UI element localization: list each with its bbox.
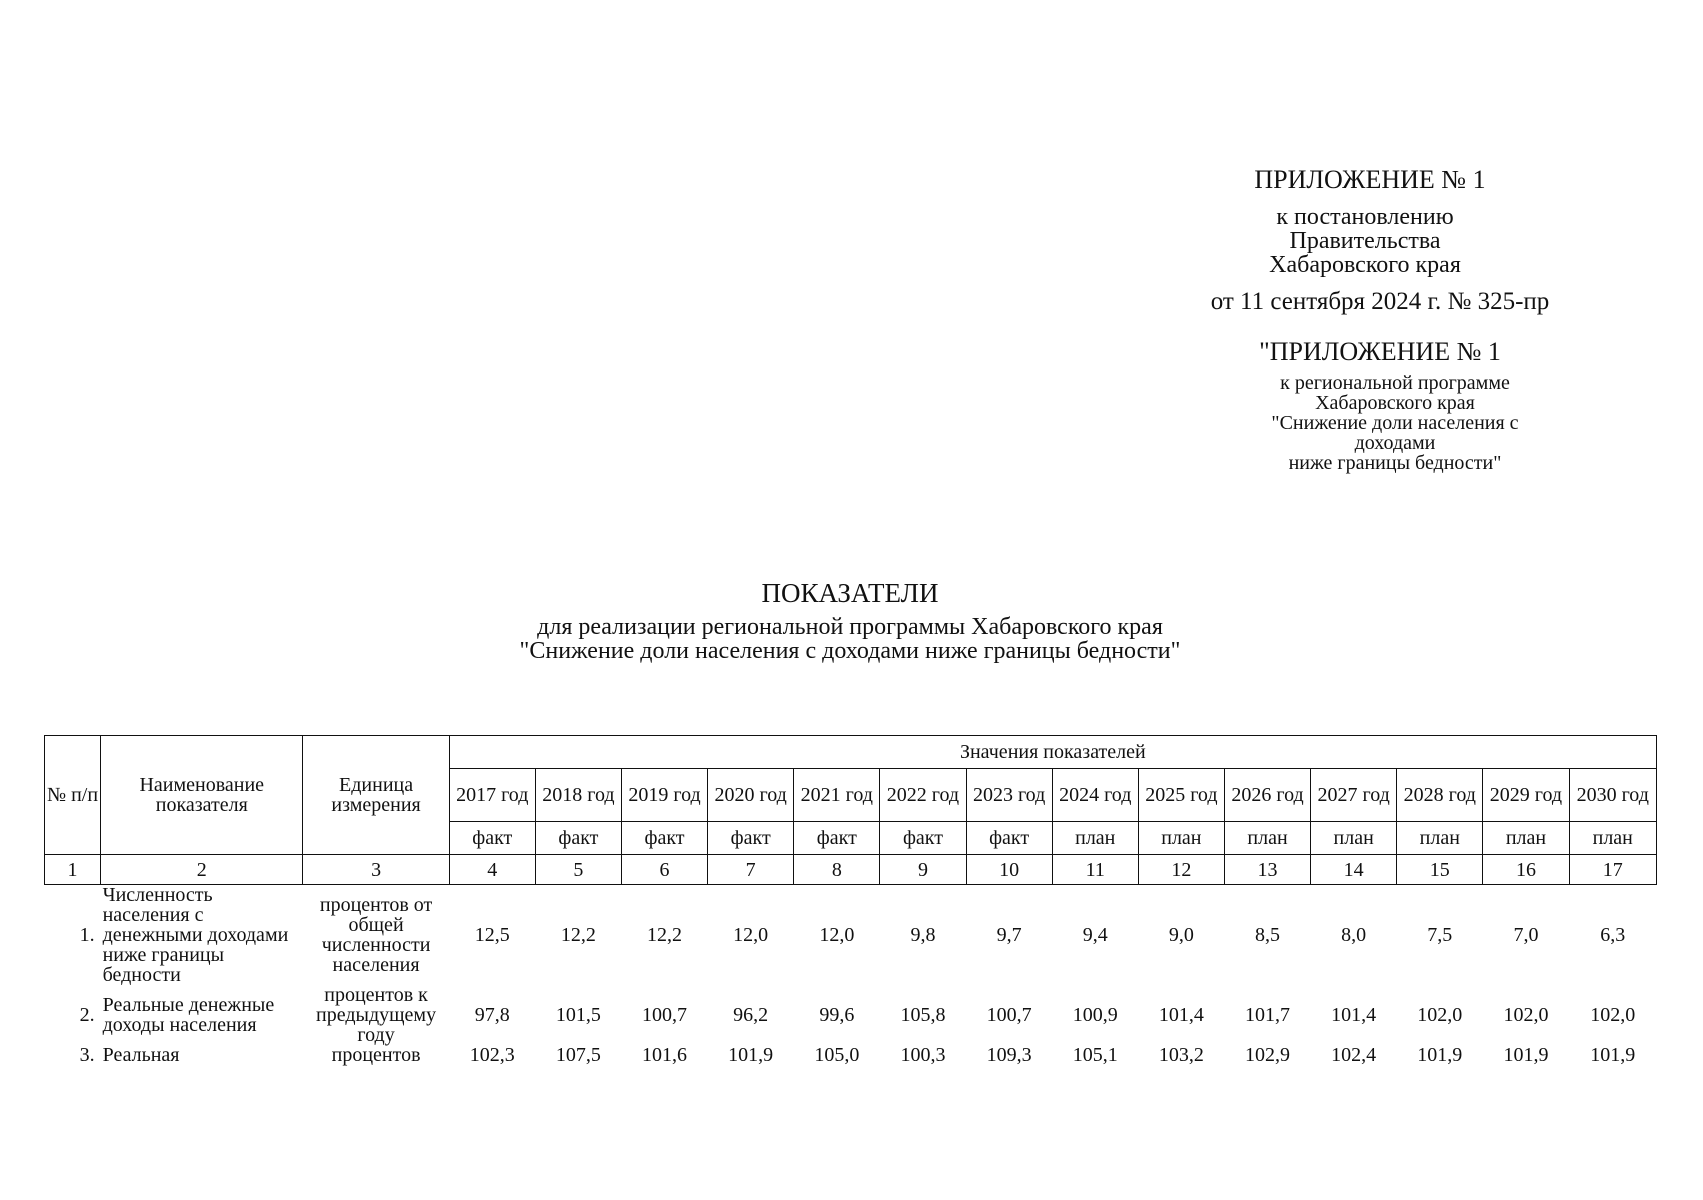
row-value: 101,9 [1503,1044,1549,1066]
column-number: 17 [1569,855,1656,885]
row-name: Реальные денежные доходы населения [102,994,275,1036]
column-number: 2 [101,855,303,885]
row-value: 109,3 [986,1044,1032,1066]
row-value: 9,8 [910,924,936,946]
header-unit: Единица измерения [303,736,449,855]
header-status: план [1483,822,1569,855]
document-title: ПОКАЗАТЕЛИ [761,578,939,608]
row-value: 100,3 [900,1044,946,1066]
row-value: 103,2 [1158,1044,1204,1066]
header-status: факт [708,822,794,855]
appendix-title: ПРИЛОЖЕНИЕ № 1 [1254,165,1486,194]
row-value: 6,3 [1600,924,1626,946]
header-name: Наименование показателя [101,736,303,855]
row-value: 9,7 [996,924,1022,946]
row-value: 12,5 [474,924,510,946]
header-year: 2018 год [535,769,621,822]
column-number: 14 [1311,855,1397,885]
row-value: 102,0 [1590,1004,1636,1026]
appendix-line-2: Правительства [1289,228,1441,254]
row-value: 99,6 [819,1004,855,1026]
row-unit: процентов от общей численности населения [319,894,433,976]
inner-appendix-reference [1230,373,1560,473]
row-value: 102,3 [469,1044,515,1066]
header-year: 2026 год [1224,769,1310,822]
header-year: 2021 год [794,769,880,822]
row-value: 96,2 [733,1004,769,1026]
row-value: 105,0 [814,1044,860,1066]
column-number: 3 [303,855,449,885]
row-number: 2. [79,1004,95,1026]
row-value: 101,4 [1331,1004,1377,1026]
header-status: факт [966,822,1052,855]
row-number: 1. [79,924,95,946]
column-number: 4 [449,855,535,885]
header-status: план [1052,822,1138,855]
row-value: 97,8 [474,1004,510,1026]
header-year: 2019 год [621,769,707,822]
row-value: 12,0 [733,924,769,946]
appendix-line-1: к постановлению [1276,204,1454,230]
appendix-line-3: Хабаровского края [1269,252,1461,278]
row-value: 8,0 [1341,924,1367,946]
header-year: 2017 год [449,769,535,822]
header-status: факт [449,822,535,855]
header-values: Значения показателей [449,736,1656,769]
column-number: 7 [708,855,794,885]
document-subtitle [250,615,1450,663]
appendix-reference [1200,205,1530,277]
column-number: 12 [1138,855,1224,885]
table-row [45,1045,1657,1065]
row-value: 12,0 [819,924,855,946]
header-status: факт [880,822,966,855]
row-value: 107,5 [555,1044,601,1066]
header-year: 2020 год [708,769,794,822]
row-name: Реальная [102,1044,180,1066]
row-value: 101,9 [728,1044,774,1066]
column-number: 11 [1052,855,1138,885]
row-value: 105,1 [1072,1044,1118,1066]
row-value: 7,0 [1513,924,1539,946]
row-value: 102,0 [1503,1004,1549,1026]
header-status: факт [535,822,621,855]
row-value: 8,5 [1255,924,1281,946]
header-status: план [1138,822,1224,855]
column-number: 1 [45,855,101,885]
row-value: 102,4 [1331,1044,1377,1066]
header-year: 2027 год [1311,769,1397,822]
column-number: 13 [1224,855,1310,885]
row-value: 101,9 [1590,1044,1636,1066]
column-number: 5 [535,855,621,885]
row-value: 102,9 [1245,1044,1291,1066]
column-number: 10 [966,855,1052,885]
row-value: 100,7 [642,1004,688,1026]
inner-appendix-title: "ПРИЛОЖЕНИЕ № 1 [1259,337,1501,366]
row-value: 100,7 [986,1004,1032,1026]
header-year: 2022 год [880,769,966,822]
header-year: 2023 год [966,769,1052,822]
row-name: Численность населения с денежными доходами ниже границы бедности [102,884,289,986]
inner-line-3: "Снижение доли населения с доходами [1271,412,1519,454]
header-status: план [1311,822,1397,855]
row-number: 3. [79,1044,95,1066]
header-year: 2028 год [1397,769,1483,822]
header-status: план [1397,822,1483,855]
header-year: 2025 год [1138,769,1224,822]
inner-line-1: к региональной программе [1280,372,1510,394]
header-status: план [1569,822,1656,855]
column-number: 16 [1483,855,1569,885]
appendix-date: от 11 сентября 2024 г. № 325-пр [1210,288,1550,315]
indicators-table [44,735,1657,1065]
inner-line-4: ниже границы бедности" [1288,452,1502,474]
column-number: 9 [880,855,966,885]
header-status: факт [621,822,707,855]
row-value: 100,9 [1072,1004,1118,1026]
header-status: план [1224,822,1310,855]
header-status: факт [794,822,880,855]
column-number: 6 [621,855,707,885]
header-year: 2030 год [1569,769,1656,822]
row-value: 101,6 [642,1044,688,1066]
subtitle-line-2: "Снижение доли населения с доходами ниже границы бедности" [519,638,1181,664]
row-value: 102,0 [1417,1004,1463,1026]
row-unit: процентов к предыдущему году [316,984,437,1046]
column-number: 15 [1397,855,1483,885]
header-year: 2024 год [1052,769,1138,822]
row-value: 101,4 [1158,1004,1204,1026]
row-value: 9,4 [1082,924,1108,946]
row-value: 101,9 [1417,1044,1463,1066]
subtitle-line-1: для реализации региональной программы Хабаровского края [537,614,1163,640]
row-value: 101,5 [555,1004,601,1026]
row-unit: процентов [331,1044,421,1066]
row-value: 7,5 [1427,924,1453,946]
inner-line-2: Хабаровского края [1315,392,1475,414]
table-row [45,885,1657,986]
table-row [45,985,1657,1045]
header-number: № п/п [45,736,101,855]
row-value: 12,2 [647,924,683,946]
column-number: 8 [794,855,880,885]
row-value: 105,8 [900,1004,946,1026]
row-value: 9,0 [1168,924,1194,946]
row-value: 12,2 [560,924,596,946]
row-value: 101,7 [1245,1004,1291,1026]
header-year: 2029 год [1483,769,1569,822]
